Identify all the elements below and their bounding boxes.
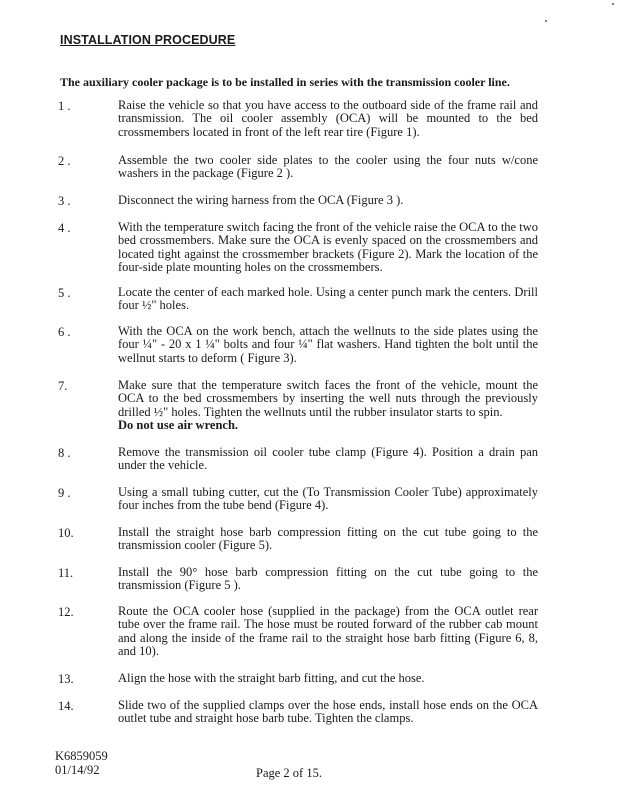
document-number: K6859059 xyxy=(55,749,108,763)
step-number: 13. xyxy=(58,672,74,686)
scan-speck xyxy=(612,3,614,5)
step-text: Disconnect the wiring harness from the OCA (Figure 3 ). xyxy=(118,193,404,207)
intro-statement: The auxiliary cooler package is to be installed in series with the transmission cooler line. xyxy=(60,75,510,89)
step-number: 14. xyxy=(58,699,74,713)
scan-speck xyxy=(545,20,547,22)
step-number: 5 . xyxy=(58,286,71,300)
step-number: 4 . xyxy=(58,221,71,235)
step-number: 10. xyxy=(58,526,74,540)
step-number: 6 . xyxy=(58,325,71,339)
step-text: Install the straight hose barb compression fitting on the cut tube going to the transmission cooler (Figure 5). xyxy=(118,525,538,553)
step-number: 3 . xyxy=(58,194,71,208)
step-number: 1 . xyxy=(58,99,71,113)
step-body: Make sure that the temperature switch faces the front of the vehicle, mount the OCA to the bed crossmembers by inserting the well nuts through the previously drilled ½" holes. Tighten the wellnuts until the rubber insulator starts to spin. xyxy=(118,378,538,419)
step-text: Using a small tubing cutter, cut the (To Transmission Cooler Tube) approximately four inches from the tube bend (Figure 4). xyxy=(118,485,538,513)
step-number: 2 . xyxy=(58,154,71,168)
step-text: Route the OCA cooler hose (supplied in the package) from the OCA outlet rear tube over the frame rail. The hose must be routed forward of the rubber cab mount and along the inside of the frame rail to the straight hose barb fitting (Figure 6, 8, and 10). xyxy=(118,604,538,659)
step-text: With the OCA on the work bench, attach the wellnuts to the side plates using the four ¼" - 20 x 1 ¼" bolts and four ¼" flat washers. Hand tighten the bolt until the wellnut starts to deform ( Figure 3). xyxy=(118,324,538,365)
step-text: Align the hose with the straight barb fitting, and cut the hose. xyxy=(118,671,425,685)
step-text: Install the 90° hose barb compression fitting on the cut tube going to the transmission (Figure 5 ). xyxy=(118,565,538,593)
step-text: Remove the transmission oil cooler tube clamp (Figure 4). Position a drain pan under the vehicle. xyxy=(118,445,538,473)
step-text: Slide two of the supplied clamps over the hose ends, install hose ends on the OCA outlet tube and straight hose barb tube. Tighten the clamps. xyxy=(118,698,538,726)
step-number: 12. xyxy=(58,605,74,619)
step-text: Raise the vehicle so that you have access to the outboard side of the frame rail and transmission. The oil cooler assembly (OCA) will be mounted to the bed crossmembers located in front of the left rear tire (Figure 1). xyxy=(118,98,538,139)
step-text xyxy=(118,379,538,433)
step-number: 8 . xyxy=(58,446,71,460)
step-text: Assemble the two cooler side plates to the cooler using the four nuts w/cone washers in the package (Figure 2 ). xyxy=(118,153,538,181)
document-code-block xyxy=(55,749,108,777)
page-number: Page 2 of 15. xyxy=(256,766,322,780)
step-warning: Do not use air wrench. xyxy=(118,418,239,433)
document-date: 01/14/92 xyxy=(55,763,100,777)
step-number: 7. xyxy=(58,379,68,393)
step-text: With the temperature switch facing the front of the vehicle raise the OCA to the two bed crossmembers. Make sure the OCA is evenly spaced on the crossmembers and located tight against the crossmember brackets (Figure 2). Mark the location of the four-side plate mounting holes on the crossmembers. xyxy=(118,220,538,275)
step-text: Locate the center of each marked hole. Using a center punch mark the centers. Drill four ½" holes. xyxy=(118,285,538,313)
step-number: 11. xyxy=(58,566,74,580)
page-heading: INSTALLATION PROCEDURE xyxy=(60,33,236,47)
step-number: 9 . xyxy=(58,486,71,500)
